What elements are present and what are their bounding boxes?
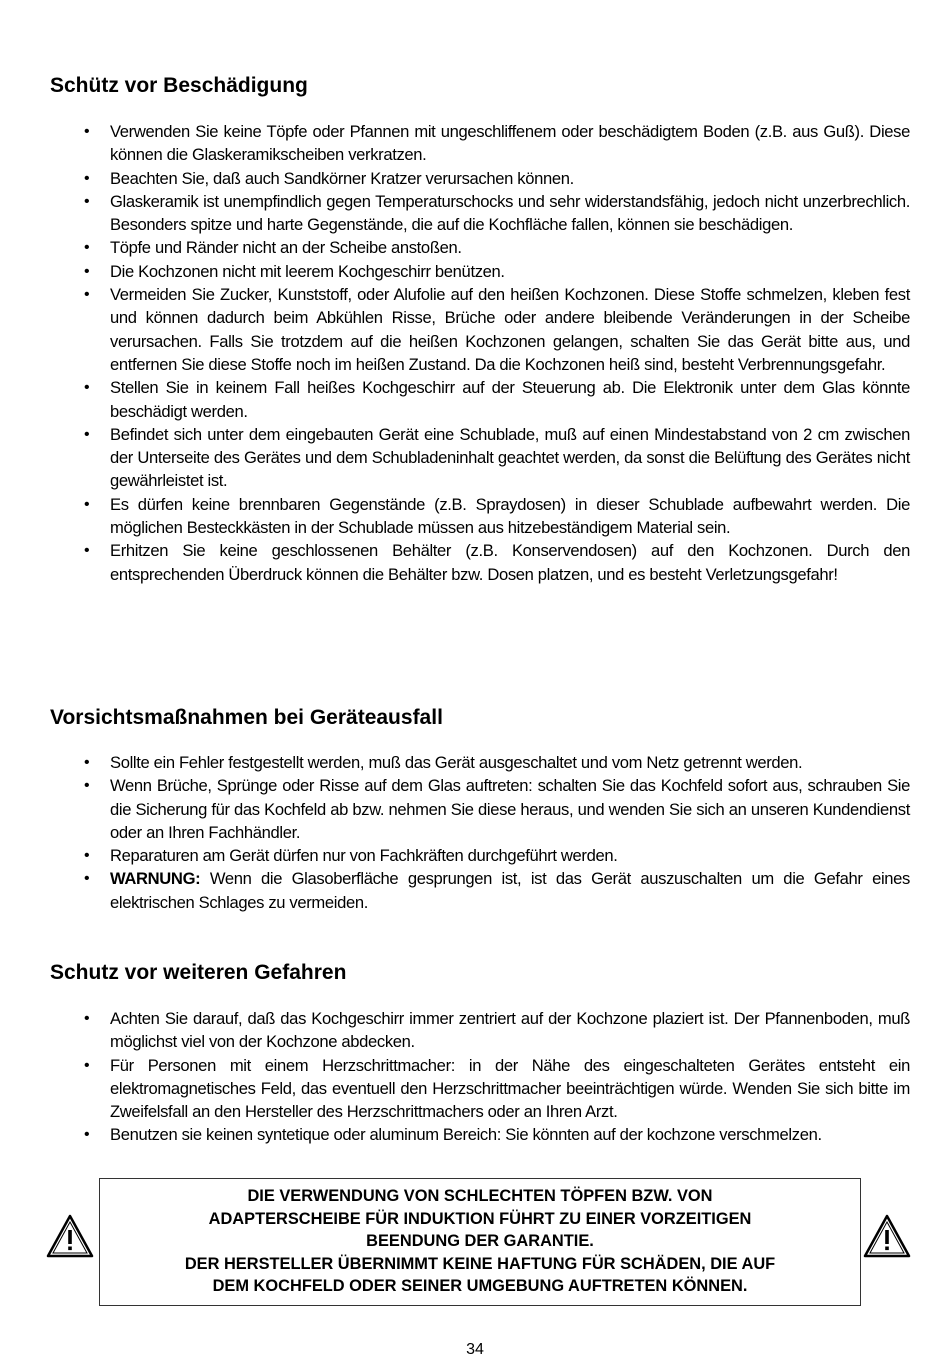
notice-line: DIE VERWENDUNG VON SCHLECHTEN TÖPFEN BZW. VON bbox=[247, 1187, 713, 1205]
list-item: • Beachten Sie, daß auch Sandkörner Kratzer verursachen können. bbox=[84, 167, 910, 190]
list-item: • Erhitzen Sie keine geschlossenen Behälter (z.B. Konservendosen) auf den Kochzonen. Durch den entsprechenden Überdruck können die Behälter bzw. Dosen platzen, und es besteht Verletzungsgefahr! bbox=[84, 539, 910, 586]
list-item: • Achten Sie darauf, daß das Kochgeschirr immer zentriert auf der Kochzone plaziert ist. Der Pfannenboden, muß möglichst viel von der Kochzone abdecken. bbox=[84, 1007, 910, 1054]
warranty-notice-box bbox=[99, 1178, 861, 1306]
list-item: • Glaskeramik ist unempfindlich gegen Temperaturschocks und sehr widerstandsfähig, jedoch nicht unzerbrechlich. Besonders spitze und harte Gegenstände, die auf die Kochfläche fallen, können sie beschädigen. bbox=[84, 190, 910, 237]
list-item: • Vermeiden Sie Zucker, Kunststoff, oder Alufolie auf den heißen Kochzonen. Diese Stoffe schmelzen, kleben fest und können dadurch beim Abkühlen Risse, Brüche oder andere bleibende Veränderungen in der Scheibe verursachen. Falls Sie trotzdem auf die heißen Kochzonen gelangen, schalten Sie das Gerät bitte aus, und entfernen Sie diese Stoffe noch im heißen Zustand. Da die Kochzonen heiß sind, besteht Verbrennungsgefahr. bbox=[84, 283, 910, 376]
list-item: • Für Personen mit einem Herzschrittmacher: in der Nähe des eingeschalteten Gerätes entsteht ein elektromagnetisches Feld, das eventuell den Herzschrittmacher beeinträchtigen würde. Wenden Sie sich bitte im Zweifelsfall an den Hersteller des Herzschrittmachers oder an Ihren Arzt. bbox=[84, 1054, 910, 1124]
list-item: • Benutzen sie keinen syntetique oder aluminum Bereich: Sie könnten auf der kochzone verschmelzen. bbox=[84, 1123, 910, 1146]
warning-text: Wenn die Glasoberfläche gesprungen ist, ist das Gerät auszuschalten um die Gefahr eines elektrischen Schlages zu vermeiden. bbox=[110, 869, 910, 912]
section-heading-failure-precautions: Vorsichtsmaßnahmen bei Geräteausfall bbox=[50, 706, 443, 729]
list-item: • Töpfe und Ränder nicht an der Scheibe anstoßen. bbox=[84, 236, 910, 259]
list-item: • Sollte ein Fehler festgestellt werden, muß das Gerät ausgeschaltet und vom Netz getrennt werden. bbox=[84, 751, 910, 774]
list-item: • Stellen Sie in keinem Fall heißes Kochgeschirr auf der Steuerung ab. Die Elektronik unter dem Glas könnte beschädigt werden. bbox=[84, 376, 910, 423]
further-hazards-list bbox=[84, 1007, 910, 1147]
list-item: • Wenn Brüche, Sprünge oder Risse auf dem Glas auftreten: schalten Sie das Kochfeld sofort aus, schrauben Sie die Sicherung für das Kochfeld ab bzw. nehmen Sie diese heraus, und wenden Sie sich an unseren Kundendienst oder an Ihren Fachhändler. bbox=[84, 774, 910, 844]
list-item: • Befindet sich unter dem eingebauten Gerät eine Schublade, muß auf einen Mindestabstand von 2 cm zwischen der Unterseite des Gerätes und dem Schubladeninhalt geachtet werden, da sonst die Belüftung des Gerätes nicht gewährleistet ist. bbox=[84, 423, 910, 493]
notice-line: DEM KOCHFELD ODER SEINER UMGEBUNG AUFTRETEN KÖNNEN. bbox=[212, 1277, 748, 1295]
list-item: • Reparaturen am Gerät dürfen nur von Fachkräften durchgeführt werden. bbox=[84, 844, 910, 867]
warning-triangle-icon bbox=[45, 1213, 95, 1259]
warning-label: WARNUNG: bbox=[110, 869, 201, 889]
notice-line: ADAPTERSCHEIBE FÜR INDUKTION FÜHRT ZU EINER VORZEITIGEN bbox=[208, 1209, 752, 1228]
notice-line: DER HERSTELLER ÜBERNIMMT KEINE HAFTUNG FÜR SCHÄDEN, DIE AUF bbox=[184, 1254, 776, 1273]
section-heading-further-hazards: Schutz vor weiteren Gefahren bbox=[50, 961, 347, 984]
damage-protection-list bbox=[84, 120, 910, 586]
warning-triangle-icon bbox=[862, 1213, 912, 1259]
list-item: • Die Kochzonen nicht mit leerem Kochgeschirr benützen. bbox=[84, 260, 910, 283]
section-heading-damage-protection: Schütz vor Beschädigung bbox=[50, 74, 308, 97]
notice-line: BEENDUNG DER GARANTIE. bbox=[366, 1232, 594, 1250]
list-item: • Verwenden Sie keine Töpfe oder Pfannen mit ungeschliffenem oder beschädigtem Boden (z.B. aus Guß). Diese können die Glaskeramikscheiben verkratzen. bbox=[84, 120, 910, 167]
page-number: 34 bbox=[466, 1341, 484, 1358]
list-item: • Es dürfen keine brennbaren Gegenstände (z.B. Spraydosen) in dieser Schublade aufbewahrt werden. Die möglichen Besteckkästen in der Schublade müssen aus hitzebeständigem Material sein. bbox=[84, 493, 910, 540]
failure-precautions-list bbox=[84, 751, 910, 914]
warning-list-item bbox=[84, 867, 910, 914]
